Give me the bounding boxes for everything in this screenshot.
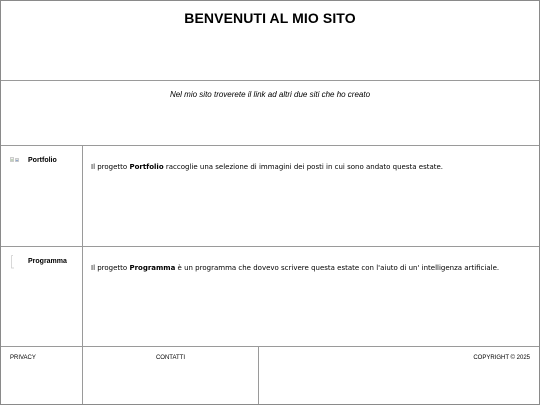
footer-contacts-cell <box>83 347 259 404</box>
privacy-link[interactable]: PRIVACY <box>10 355 36 361</box>
contacts-link[interactable]: CONTATTI <box>155 355 186 361</box>
section-portfolio <box>1 146 539 247</box>
section-programma <box>1 247 539 347</box>
section-description <box>91 264 499 272</box>
footer-copyright-cell <box>259 347 539 404</box>
description-text: Il progetto <box>91 163 130 171</box>
description-bold-text: Portfolio <box>129 163 164 171</box>
description-text: raccoglie una selezione di immagini dei posti in cui sono andato questa estate. <box>163 163 444 171</box>
page-header <box>1 1 539 81</box>
footer-privacy-cell <box>1 347 83 404</box>
broken-image-icon[interactable] <box>10 154 20 164</box>
section-sidebar <box>1 247 83 346</box>
copyright-text: COPYRIGHT © 2025 <box>473 355 530 361</box>
description-text: è un programma che dovevo scrivere questa estate con l'aiuto di un' intelligenza artificiale. <box>175 264 500 272</box>
description-text: Il progetto <box>91 264 130 272</box>
intro-text: Nel mio sito troverete il link ad altri due siti che ho creato <box>169 90 371 99</box>
description-bold-text: Programma <box>129 264 176 272</box>
intro-section <box>1 81 539 146</box>
section-label[interactable]: Portfolio <box>28 157 57 164</box>
page-footer <box>1 347 539 404</box>
section-label[interactable]: Programma <box>28 258 67 265</box>
section-description <box>91 163 443 171</box>
broken-image-icon[interactable] <box>10 255 20 265</box>
page-title: BENVENUTI AL MIO SITO <box>184 10 356 26</box>
section-sidebar <box>1 146 83 246</box>
